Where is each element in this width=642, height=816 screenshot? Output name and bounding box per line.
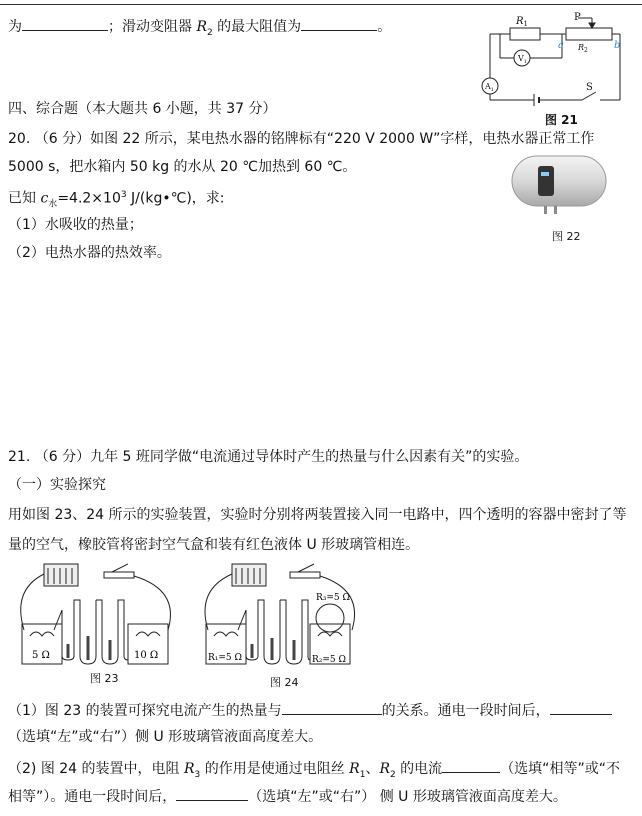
q20-line3 — [8, 186, 225, 213]
text: （选填“相等”或“不 — [500, 761, 620, 777]
q20-sub2: （2）电热水器的热效率。 — [8, 245, 171, 261]
text: （1）图 23 的装置可探究电流产生的热量与 — [8, 703, 282, 719]
q21-line1: 21. （6 分）九年 5 班同学做“电流通过导体时产生的热量与什么因素有关”的实验。 — [8, 449, 529, 465]
answer-blank[interactable] — [22, 16, 108, 31]
q21-p1-line1 — [8, 700, 612, 720]
water-heater-image — [508, 152, 612, 218]
text: =4.2×10 — [57, 190, 121, 207]
a-label: a — [558, 40, 564, 51]
section-header: 四、综合题（本大题共 6 小题，共 37 分） — [8, 101, 277, 117]
subscript: 2 — [390, 769, 396, 780]
text: 。 — [377, 19, 392, 35]
q21-p2-line1 — [8, 758, 620, 784]
s-label: S — [586, 82, 593, 93]
answer-blank[interactable] — [176, 786, 248, 801]
r1-label: $R_1$ — [516, 16, 528, 28]
text: 已知 — [8, 190, 41, 207]
fig24-caption: 图 24 — [270, 676, 299, 689]
q21-p1-line2: （选填“左”或“右”）侧 U 形玻璃管液面高度差大。 — [8, 729, 323, 745]
text: ；滑动变阻器 — [108, 19, 197, 35]
text: 的最大阻值为 — [212, 19, 302, 35]
b-label: b — [614, 40, 621, 51]
symbol: R — [196, 19, 207, 35]
subscript: 水 — [48, 199, 58, 210]
text: 为 — [8, 19, 22, 35]
q21-p2-line2 — [8, 786, 567, 806]
answer-blank[interactable] — [550, 700, 612, 715]
p-label: P — [574, 12, 581, 23]
subscript: 2 — [207, 27, 213, 38]
experiment-fig24 — [192, 560, 368, 672]
fig23-caption: 图 23 — [90, 672, 119, 685]
answer-blank[interactable] — [442, 758, 500, 773]
symbol: R — [379, 761, 390, 777]
r1-label: R₁=5 Ω — [208, 653, 242, 663]
subscript: 3 — [194, 769, 201, 780]
r2-label: R₂=5 Ω — [312, 655, 346, 665]
q20-line1: 20. （6 分）如图 22 所示，某电热水器的铭牌标有“220 V 2000 W”字样，电热水器正常工作 — [8, 131, 595, 147]
symbol: R — [349, 761, 360, 777]
subscript: 1 — [359, 769, 366, 780]
r2-label: $R_2$ — [578, 43, 588, 54]
text: J/(kg•℃)，求: — [126, 190, 225, 207]
text: （2) 图 24 的装置中，电阻 — [8, 761, 184, 777]
text: （选填“左”或“右”） 侧 U 形玻璃管液面高度差大。 — [248, 789, 567, 805]
text: 的电流 — [395, 761, 443, 777]
q21-section: （一）实验探究 — [8, 477, 106, 493]
r3-label: R₃=5 Ω — [316, 593, 350, 603]
fig22-caption: 图 22 — [552, 230, 581, 243]
fig21-caption: 图 21 — [545, 113, 578, 127]
text: 的作用是使通过电阻丝 — [200, 761, 350, 777]
text: 的关系。通电一段时间后， — [381, 703, 550, 719]
text: 、 — [365, 761, 380, 777]
superscript: 3 — [120, 190, 127, 200]
symbol: c — [40, 190, 49, 207]
text: 相等”）。通电一段时间后， — [8, 789, 177, 805]
symbol: R — [183, 761, 195, 777]
fill-in-line — [8, 16, 391, 42]
a1-label: $A_1$ — [485, 82, 494, 93]
resistor-5-label: 5 Ω — [32, 650, 50, 661]
q21-line3: 量的空气，橡胶管将密封空气盒和装有红色液体 U 形玻璃管相连。 — [8, 537, 420, 553]
v1-label: $V_1$ — [518, 54, 527, 65]
circuit-diagram-fig21 — [470, 10, 630, 122]
q21-line2: 用如图 23、24 所示的实验装置，实验时分别将两装置接入同一电路中，四个透明的容器中密封了等 — [8, 507, 627, 523]
resistor-10-label: 10 Ω — [134, 650, 159, 661]
top-rule — [0, 4, 642, 5]
q20-line2: 5000 s，把水箱内 50 kg 的水从 20 ℃加热到 60 ℃。 — [8, 159, 357, 175]
experiment-fig23 — [8, 560, 184, 668]
q20-sub1: （1）水吸收的热量； — [8, 217, 143, 233]
answer-blank[interactable] — [282, 700, 382, 715]
answer-blank[interactable] — [301, 16, 377, 31]
